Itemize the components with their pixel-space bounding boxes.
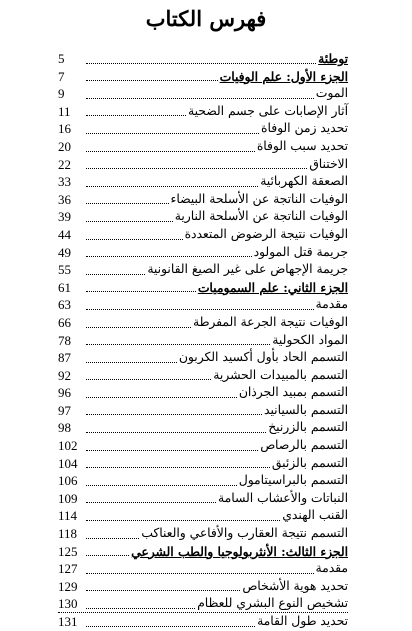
toc-entry-label: تحديد هوية الأشخاص (242, 578, 348, 593)
toc-section-heading (58, 50, 348, 68)
toc-page-number: 114 (58, 508, 78, 524)
toc-page-number: 129 (58, 578, 78, 594)
toc-entry-label: مقدمة (315, 297, 348, 312)
dot-leader (86, 608, 195, 609)
toc-entry-label: تحديد سبب الوفاة (256, 138, 348, 153)
toc-entry (58, 244, 348, 262)
toc-page-number: 127 (58, 561, 78, 577)
toc-entry-label: الصعقة الكهربائية (260, 174, 348, 189)
toc-page-number: 49 (58, 244, 71, 260)
toc-entry-label: التسمم بالبراسيتامول (238, 473, 348, 488)
toc-page-number: 39 (58, 209, 71, 225)
toc-entry (58, 261, 348, 279)
toc-entry-label: تحديد طول القامة (257, 614, 348, 628)
toc-entry (58, 349, 348, 367)
dot-leader (86, 151, 255, 152)
bottom-leader (58, 612, 348, 613)
dot-leader (86, 485, 237, 486)
toc-entry-label: الوفيات نتيجة الرضوض المتعددة (184, 226, 348, 241)
toc-entry-label: الوفيات الناتجة عن الأسلحة البيضاء (170, 191, 348, 206)
dot-leader (86, 573, 314, 574)
toc-entry (58, 156, 348, 174)
toc-entry-label: التسمم بمبيد الجرذان (238, 385, 348, 400)
dot-leader (86, 344, 270, 345)
toc-entry-label: النباتات والأعشاب السامة (218, 490, 348, 505)
dot-leader (86, 538, 139, 539)
toc-entry (58, 367, 348, 385)
toc-entry-label: التسمم بالرصاص (260, 438, 348, 453)
toc-entry (58, 314, 348, 332)
toc-entry (58, 613, 348, 631)
dot-leader (86, 467, 270, 468)
toc-entry (58, 525, 348, 543)
toc-page-number: 66 (58, 314, 71, 330)
toc-page-number: 130 (58, 596, 78, 612)
toc-entry (58, 208, 348, 226)
toc-page-number: 22 (58, 156, 71, 172)
dot-leader (86, 133, 259, 134)
dot-leader (86, 203, 169, 204)
toc-entry-label: الاختناق (309, 156, 348, 171)
toc-entry (58, 384, 348, 402)
toc-page-number: 104 (58, 455, 78, 471)
toc-page-number: 11 (58, 103, 71, 119)
toc-entry-label: جريمة الإجهاض على غير الصيغ القانونية (147, 262, 348, 277)
toc-entry (58, 560, 348, 578)
toc-entry (58, 472, 348, 490)
dot-leader (86, 98, 314, 99)
toc-page-number: 125 (58, 543, 78, 559)
toc-section-heading (58, 68, 348, 86)
dot-leader (86, 80, 218, 81)
toc-page-number: 109 (58, 490, 78, 506)
dot-leader (86, 115, 186, 116)
dot-leader (86, 256, 252, 257)
dot-leader (86, 186, 258, 187)
dot-leader (86, 520, 280, 521)
dot-leader (86, 432, 266, 433)
toc-page-number: 61 (58, 279, 71, 295)
toc-page-number: 5 (58, 51, 65, 66)
toc-list (58, 50, 348, 631)
toc-entry-label: التسمم الحاد بأول أكسيد الكربون (178, 350, 348, 365)
toc-entry-label: التسمم بالمبيدات الحشرية (213, 367, 348, 382)
dot-leader (86, 63, 316, 64)
toc-entry (58, 138, 348, 156)
toc-section-heading (58, 543, 348, 561)
toc-entry (58, 191, 348, 209)
toc-page-number: 87 (58, 350, 71, 366)
toc-entry-label: الجزء الأول: علم الوفيات (219, 68, 348, 84)
toc-entry (58, 490, 348, 508)
toc-entry-label: التسمم بالسيانيد (264, 402, 348, 417)
toc-entry (58, 578, 348, 596)
dot-leader (86, 590, 240, 591)
toc-page-number: 106 (58, 473, 78, 489)
toc-page-number: 7 (58, 68, 65, 84)
toc-entry-label: القنب الهندي (282, 508, 348, 523)
dot-leader (86, 362, 177, 363)
toc-page-number: 36 (58, 191, 71, 207)
dot-leader (86, 291, 196, 292)
dot-leader (86, 379, 211, 380)
toc-page-number: 98 (58, 420, 71, 436)
toc-entry-label: الوفيات نتيجة الجرعة المفرطة (192, 314, 348, 329)
toc-page-number: 44 (58, 226, 71, 242)
toc-entry-label: التسمم نتيجة العقارب والأفاعي والعناكب (141, 526, 348, 541)
toc-page-number: 131 (58, 614, 78, 629)
toc-page-number: 118 (58, 526, 78, 542)
toc-entry-label: تحديد زمن الوفاة (261, 121, 348, 136)
toc-section-heading (58, 279, 348, 297)
toc-entry (58, 296, 348, 314)
toc-page-number: 20 (58, 138, 71, 154)
toc-page-number: 78 (58, 332, 71, 348)
dot-leader (86, 555, 129, 556)
dot-leader (86, 239, 183, 240)
dot-leader (86, 168, 307, 169)
toc-entry-label: التسمم بالزئبق (271, 455, 348, 470)
toc-page-number: 63 (58, 297, 71, 313)
toc-entry-label: الموت (315, 86, 348, 101)
toc-entry-label: المواد الكحولية (272, 332, 348, 347)
toc-entry-label: جريمة قتل المولود (253, 244, 348, 259)
toc-entry (58, 85, 348, 103)
toc-entry (58, 402, 348, 420)
dot-leader (86, 327, 191, 328)
toc-page-number: 33 (58, 174, 71, 190)
toc-entry-label: تشخيص النوع البشري للعظام (197, 596, 348, 611)
toc-entry (58, 120, 348, 138)
toc-entry-label: الجزء الثالث: الأنثربولوجيا والطب الشرعي (131, 543, 348, 559)
dot-leader (86, 274, 145, 275)
toc-page-number: 97 (58, 402, 71, 418)
toc-entry (58, 226, 348, 244)
page-title: فهرس الكتاب (145, 6, 267, 31)
toc-entry (58, 455, 348, 473)
toc-entry (58, 419, 348, 437)
toc-entry (58, 332, 348, 350)
toc-entry (58, 103, 348, 121)
toc-entry-label: آثار الإصابات على جسم الضحية (187, 103, 348, 118)
toc-entry-label: الجزء الثاني: علم السموميات (197, 279, 348, 295)
dot-leader (86, 309, 314, 310)
toc-page-number: 96 (58, 385, 71, 401)
toc-entry-label: مقدمة (315, 561, 348, 576)
toc-page-number: 16 (58, 121, 71, 137)
dot-leader (86, 502, 216, 503)
toc-entry (58, 507, 348, 525)
dot-leader (86, 221, 173, 222)
toc-page-number: 102 (58, 438, 78, 454)
toc-entry-label: توطئة (318, 51, 348, 66)
toc-entry-label: الوفيات الناتجة عن الأسلحة النارية (174, 209, 348, 224)
toc-entry-label: التسمم بالزرنيخ (268, 420, 348, 435)
toc-page-number: 9 (58, 86, 65, 102)
toc-entry (58, 173, 348, 191)
toc-entry (58, 595, 348, 613)
dot-leader (86, 414, 262, 415)
dot-leader (86, 450, 258, 451)
toc-page-number: 92 (58, 367, 71, 383)
dot-leader (86, 397, 237, 398)
toc-page-number: 55 (58, 262, 71, 278)
toc-entry (58, 437, 348, 455)
